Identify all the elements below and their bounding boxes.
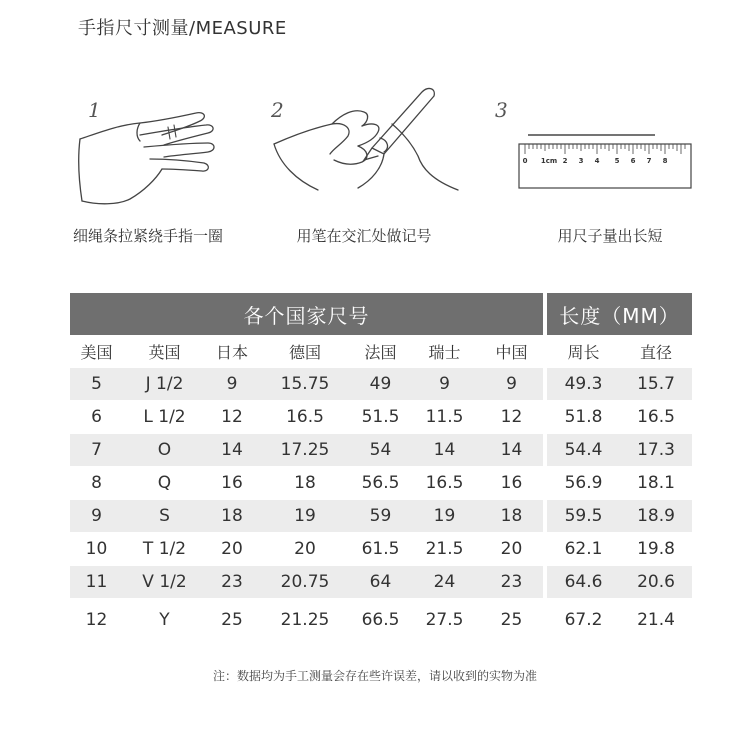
column-header-row [70, 335, 692, 367]
step-3-number: 3 [495, 98, 508, 122]
table-row [70, 533, 692, 565]
ruler-tick-7: 7 [646, 157, 652, 165]
cell-diameter: 17.3 [637, 440, 675, 460]
cell-circumference: 56.9 [564, 473, 603, 493]
ruler-tick-0: 0 [522, 157, 528, 165]
column-header-circumference: 周长 [567, 342, 600, 362]
cell-diameter: 20.6 [637, 572, 675, 592]
cell-china: 20 [500, 539, 523, 559]
ruler-tick-6: 6 [630, 157, 636, 165]
group-header-country-sizes: 各个国家尺号 [70, 293, 543, 335]
column-header-japan: 日本 [215, 342, 248, 362]
cell-us: 9 [91, 506, 102, 526]
disclaimer-note: 注：数据均为手工测量会存在些许误差，请以收到的实物为准 [212, 669, 537, 683]
table-row [70, 401, 692, 433]
column-header-us: 美国 [80, 342, 113, 362]
cell-switzerland: 24 [433, 572, 456, 592]
cell-france: 64 [369, 572, 392, 592]
cell-france: 56.5 [361, 473, 400, 493]
cell-france: 66.5 [361, 610, 400, 630]
cell-france: 59 [369, 506, 392, 526]
cell-us: 8 [91, 473, 102, 493]
hand-with-pen-icon [272, 84, 467, 199]
cell-japan: 16 [221, 473, 243, 493]
table-row [70, 604, 692, 636]
column-header-uk: 英国 [148, 342, 181, 362]
cell-uk: T 1/2 [142, 539, 187, 559]
cell-germany: 18 [294, 473, 316, 493]
cell-diameter: 18.9 [637, 506, 675, 526]
ruler-tick-3: 3 [578, 157, 584, 165]
cell-uk: Y [159, 610, 170, 630]
cell-uk: J 1/2 [145, 374, 184, 394]
ruler-tick-8: 8 [662, 157, 668, 165]
cell-china: 16 [500, 473, 523, 493]
column-header-diameter: 直径 [639, 342, 672, 362]
cell-france: 61.5 [361, 539, 400, 559]
column-header-switzerland: 瑞士 [428, 342, 461, 362]
step-1-caption: 细绳条拉紧绕手指一圈 [72, 227, 223, 245]
page-title: 手指尺寸测量/MEASURE [78, 18, 287, 39]
cell-japan: 18 [221, 506, 243, 526]
ruler-tick-1cm: 1cm [540, 157, 558, 165]
cell-china: 23 [500, 572, 523, 592]
ruler-icon [518, 132, 693, 190]
cell-germany: 15.75 [280, 374, 330, 394]
ruler-tick-5: 5 [614, 157, 620, 165]
group-header-length-mm: 长度（MM） [547, 293, 692, 335]
cell-switzerland: 14 [433, 440, 456, 460]
cell-us: 11 [85, 572, 108, 592]
cell-us: 5 [91, 374, 102, 394]
cell-switzerland: 16.5 [425, 473, 464, 493]
column-header-china: 中国 [495, 342, 528, 362]
cell-japan: 23 [221, 572, 243, 592]
step-2-caption: 用笔在交汇处做记号 [296, 227, 432, 245]
cell-uk: O [157, 440, 172, 460]
cell-circumference: 59.5 [564, 506, 603, 526]
cell-us: 6 [91, 407, 102, 427]
ruler-tick-2: 2 [562, 157, 568, 165]
cell-germany: 20.75 [280, 572, 330, 592]
cell-japan: 14 [221, 440, 243, 460]
cell-germany: 20 [294, 539, 316, 559]
cell-china: 25 [500, 610, 523, 630]
cell-germany: 21.25 [280, 610, 330, 630]
cell-japan: 25 [221, 610, 243, 630]
cell-diameter: 18.1 [637, 473, 675, 493]
cell-circumference: 67.2 [564, 610, 603, 630]
cell-diameter: 15.7 [637, 374, 675, 394]
cell-diameter: 16.5 [637, 407, 675, 427]
cell-circumference: 49.3 [564, 374, 603, 394]
cell-china: 18 [500, 506, 523, 526]
cell-france: 54 [369, 440, 392, 460]
cell-uk: V 1/2 [142, 572, 187, 592]
cell-japan: 9 [226, 374, 238, 394]
column-header-germany: 德国 [288, 342, 321, 362]
cell-china: 12 [500, 407, 523, 427]
cell-germany: 19 [294, 506, 316, 526]
cell-circumference: 64.6 [564, 572, 603, 592]
cell-diameter: 19.8 [637, 539, 675, 559]
cell-switzerland: 21.5 [425, 539, 464, 559]
cell-switzerland: 27.5 [425, 610, 464, 630]
step-2-number: 2 [271, 98, 284, 122]
cell-france: 51.5 [361, 407, 400, 427]
cell-us: 10 [85, 539, 108, 559]
cell-switzerland: 9 [439, 374, 450, 394]
column-header-france: 法国 [364, 342, 397, 362]
step-1-number: 1 [88, 98, 101, 122]
cell-japan: 12 [221, 407, 243, 427]
cell-circumference: 62.1 [564, 539, 603, 559]
hand-with-string-icon [78, 95, 228, 205]
cell-diameter: 21.4 [637, 610, 675, 630]
cell-uk: L 1/2 [143, 407, 186, 427]
table-row [70, 566, 692, 598]
cell-france: 49 [369, 374, 392, 394]
ruler-tick-4: 4 [594, 157, 600, 165]
cell-germany: 16.5 [286, 407, 324, 427]
cell-uk: Q [157, 473, 172, 493]
cell-germany: 17.25 [280, 440, 330, 460]
table-row [70, 467, 692, 499]
cell-switzerland: 19 [433, 506, 456, 526]
cell-circumference: 54.4 [564, 440, 603, 460]
table-row [70, 500, 692, 532]
cell-japan: 20 [221, 539, 243, 559]
cell-china: 9 [506, 374, 517, 394]
table-row [70, 368, 692, 400]
step-3-caption: 用尺子量出长短 [557, 227, 663, 245]
table-row [70, 434, 692, 466]
cell-uk: S [159, 506, 170, 526]
cell-us: 7 [91, 440, 102, 460]
cell-china: 14 [500, 440, 523, 460]
cell-switzerland: 11.5 [425, 407, 464, 427]
cell-us: 12 [85, 610, 108, 630]
cell-circumference: 51.8 [564, 407, 603, 427]
